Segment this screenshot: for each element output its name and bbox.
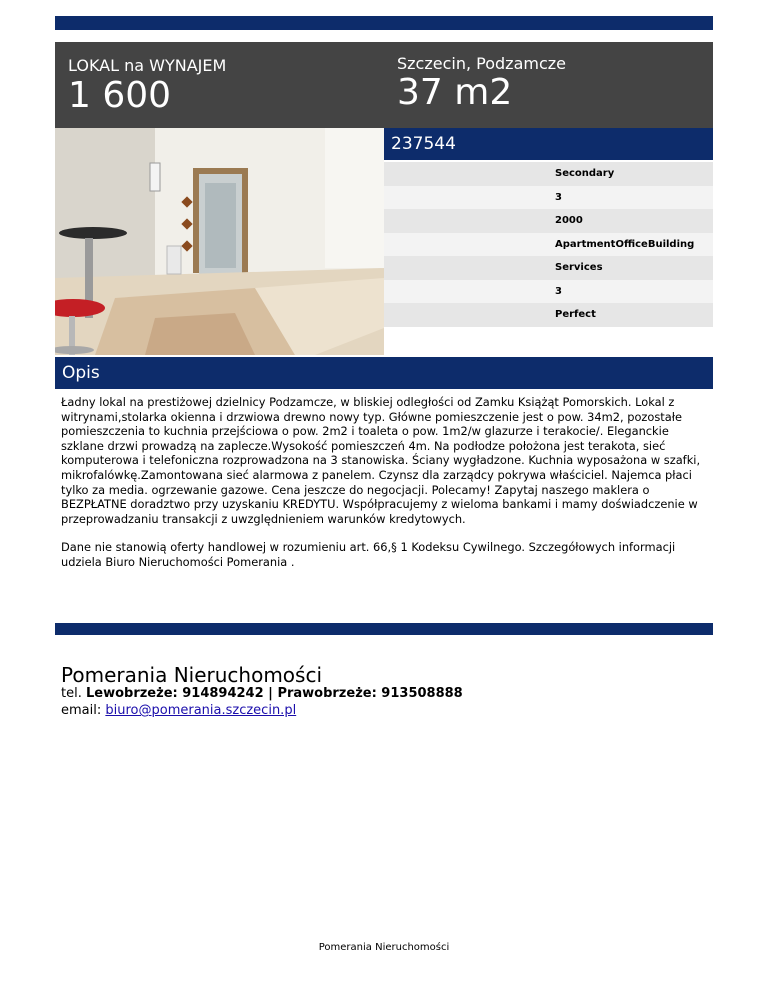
- divider-bar: [55, 623, 713, 635]
- offer-type: LOKAL na WYNAJEM: [68, 56, 227, 75]
- description-header: [55, 357, 713, 389]
- top-bar: [55, 16, 713, 30]
- param-row: Services: [384, 256, 713, 280]
- footer-text: Pomerania Nieruchomości: [318, 942, 450, 953]
- email-line: [61, 703, 296, 718]
- param-row: 3: [384, 186, 713, 210]
- area: 37 m2: [397, 72, 513, 113]
- phone-line: [61, 686, 463, 701]
- email-link[interactable]: biuro@pomerania.szczecin.pl: [105, 703, 297, 718]
- agency-name: Pomerania Nieruchomości: [61, 663, 323, 687]
- param-row: 2000: [384, 209, 713, 233]
- listing-id-bar: [384, 128, 713, 160]
- property-photo: [55, 128, 384, 355]
- description-text: Ładny lokal na prestiżowej dzielnicy Podzamcze, w bliskiej odległości od Zamku Książąt Pomorskich. Lokal z witrynami,stolarka okienna i drzwiowa drewno nowy typ. Główne pomieszczenie jest o pow. 34m2, pozostałe pomieszczenia to kuchnia przejściowa o pow. 2m2 i toaleta o pow. 1m2/w glazurze i terakocie/. Eleganckie szklane drzwi prowadzą na zaplecze.Wysokość pomieszczeń 4m. Na podłodze położona jest terakota, sieć komputerowa i telefoniczna rozprowadzona na 3 stanowiska. Ściany wygładzone. Kuchnia wyposażona w szafki, mikrofalówkę.Zamontowana sieć alarmowa z panelem. Czynsz dla zarządcy pokrywa właściciel. Najemca płaci tylko za media. ogrzewanie gazowe. Cena jeszcze do negocjacji. Polecamy! Zapytaj naszego maklera o BEZPŁATNE doradztwo przy uzyskaniu KREDYTU. Współpracujemy z wieloma bankami i mamy doświadczenie w przeprowadzaniu transakcji z uwzględnieniem warunków kredytowych.: [61, 395, 701, 526]
- listing-id: 237544: [391, 134, 456, 154]
- description-body: [61, 395, 701, 584]
- param-row: ApartmentOfficeBuilding: [384, 233, 713, 257]
- tel-label: tel.: [61, 686, 82, 701]
- email-label: email:: [61, 703, 102, 718]
- location: Szczecin, Podzamcze: [397, 54, 566, 73]
- disclaimer-text: Dane nie stanowią oferty handlowej w rozumieniu art. 66,§ 1 Kodeksu Cywilnego. Szczegółowych informacji udziela Biuro Nieruchomości Pomerania .: [61, 540, 676, 569]
- hero-header: [55, 42, 713, 128]
- param-row: Perfect: [384, 303, 713, 327]
- description-title: Opis: [62, 363, 100, 383]
- param-row: 3: [384, 280, 713, 304]
- params-list: [384, 162, 713, 327]
- param-row: Secondary: [384, 162, 713, 186]
- price: 1 600: [68, 75, 172, 116]
- phone-numbers: Lewobrzeże: 914894242 | Prawobrzeże: 913508888: [85, 686, 463, 701]
